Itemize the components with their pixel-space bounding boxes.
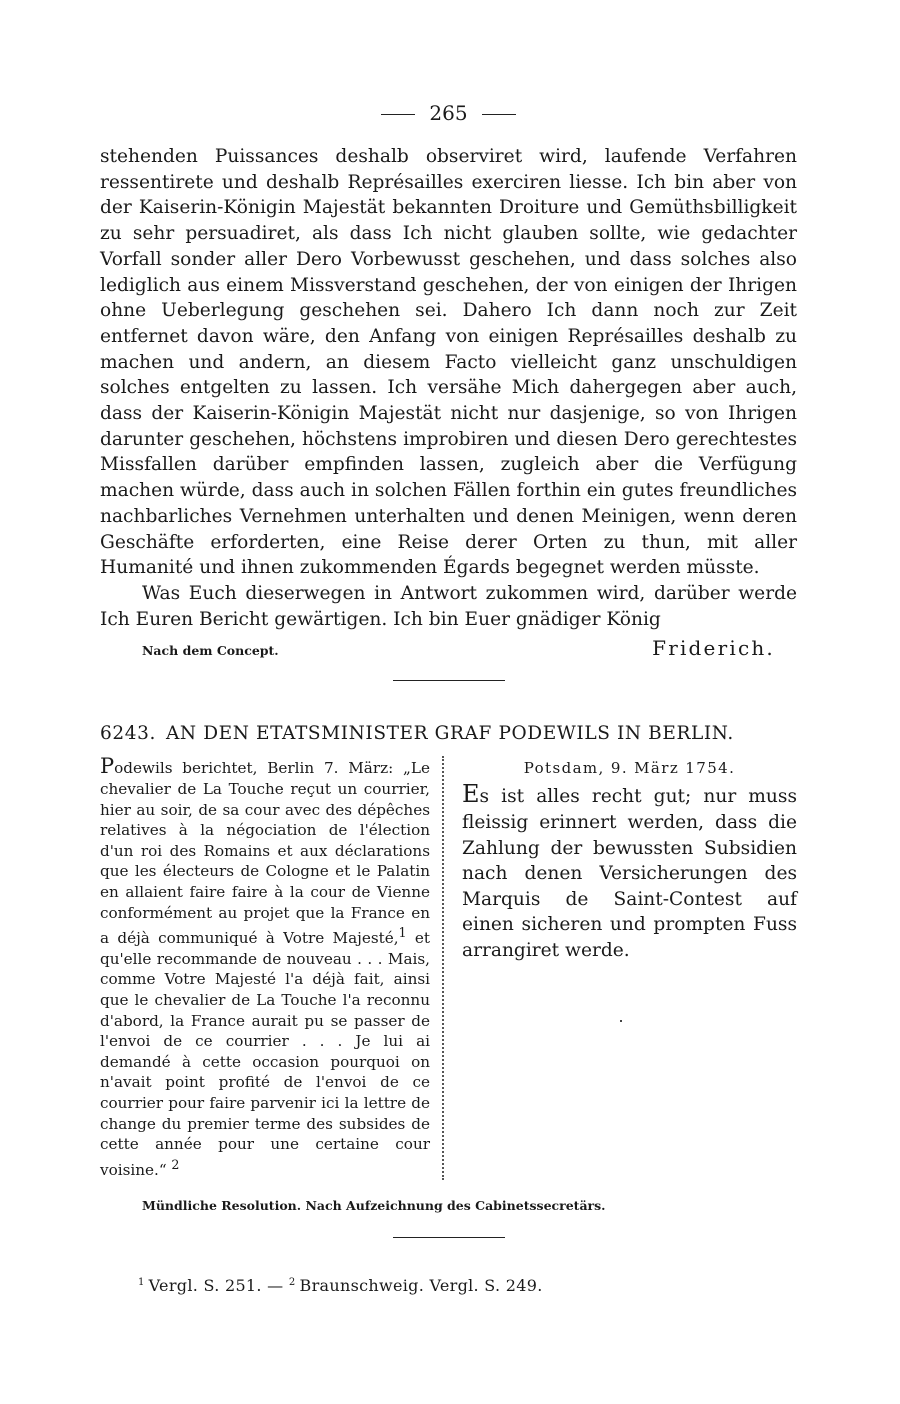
footnote-2-text: Braunschweig. Vergl. S. 249.: [299, 1276, 543, 1296]
resolution-column: [458, 756, 797, 963]
report-intro: odewils berichtet, Berlin 7. März:: [114, 759, 394, 778]
resolution-note: Mündliche Resolution. Nach Aufzeichnung des Cabinetssecretärs.: [142, 1198, 606, 1214]
footnotes: [138, 1276, 797, 1295]
page-number-dash-right: [482, 114, 516, 115]
footnote-2-marker: 2: [288, 1277, 296, 1289]
report-quote: „Le chevalier de La Touche reçut un courrier, hier au soir, de sa cour avec des dépêches relatives à la négociation de l'élection d'un roi des Romains et aux déclarations que les électeurs de Cologne et le Palatin en allaient faire faire à la cour de Vienne conformément au projet que la France en a déjà communiqué à Votre Majesté,: [100, 759, 430, 948]
page-number: 265: [429, 101, 468, 125]
source-note: Nach dem Concept.: [142, 643, 279, 659]
letter-heading: [100, 723, 797, 744]
report-column: [100, 756, 444, 1180]
footnote-1-marker: 1: [138, 1277, 145, 1289]
footnote-ref-1: 1: [398, 925, 407, 941]
footnote-divider: [393, 1237, 505, 1238]
letter-columns: [100, 756, 797, 1180]
letter-title: AN DEN ETATSMINISTER GRAF PODEWILS IN BERLIN.: [165, 723, 734, 745]
main-paragraph-1: stehenden Puissances deshalb observiret wird, laufende Verfahren ressentirete und deshalb Représailles exerciren liesse. Ich bin aber von der Kaiserin-Königin Majestät bekannten Droiture und Gemüthsbilligkeit zu sehr persuadiret, als dass Ich nicht glauben sollte, wie gedachter Vorfall sonder aller Dero Vorbewusst geschehen, und dass solches also lediglich aus einem Missverstand geschehen, der von einigen der Ihrigen ohne Ueberlegung geschehen sei. Dahero Ich dann noch zur Zeit entfernet davon wäre, den Anfang von einigen Représailles deshalb zu machen und andern, an diesem Facto vielleicht ganz unschuldigen solches entgelten zu lassen. Ich versähe Mich dahergegen aber auch, dass der Kaiserin-Königin Majestät nicht nur dasjenige, so von Ihrigen darunter geschehen, höchstens improbiren und diesen Dero gerechtestes Missfallen darüber empfinden lassen, zugleich aber die Verfügung machen würde, dass auch in solchen Fällen forthin ein gutes freundliches nachbarliches Vernehmen unterhalten und denen Meinigen, wenn deren Geschäfte erforderten, eine Reise derer Orten zu thun, mit aller Humanité und ihnen zukommenden Égards begegnet werden müsste.: [100, 146, 797, 579]
report-quote-cont: et qu'elle recommande de nouveau . . . Mais, comme Votre Majesté l'a déjà fait, ainsi que le chevalier de La Touche l'a reconnu d'abord, la France aurait pu se passer de l'envoi de ce courrier . . . Je lui ai demandé à cette occasion pourquoi on n'avait point profité de l'envoi de ce courrier pour faire parvenir ici la lettre de change du premier terme des subsides de cette année pour une certaine cour voisine.“: [100, 929, 431, 1179]
letter-number: 6243.: [100, 723, 156, 745]
page-number-dash-left: [381, 114, 415, 115]
resolution-text: [462, 782, 797, 963]
footnote-1-text: Vergl. S. 251. —: [148, 1276, 284, 1296]
page-number-header: [100, 98, 797, 128]
section-divider: [393, 680, 505, 681]
main-paragraph-2: Was Euch dieserwegen in Antwort zukommen wird, darüber werde Ich Euren Bericht gewärtigen. Ich bin Euer gnädiger König: [100, 582, 797, 630]
report-initial: P: [100, 754, 115, 779]
dateline: Potsdam, 9. März 1754.: [523, 759, 736, 778]
signature: Friderich.: [652, 636, 775, 661]
footnote-ref-2: 2: [171, 1156, 180, 1172]
report-text: [100, 756, 430, 1180]
stray-mark: [620, 1020, 622, 1022]
closing-row: [100, 636, 797, 660]
page: [100, 98, 797, 1295]
resolution-body: s ist alles recht gut; nur muss fleissig erinnert werden, dass die Zahlung der bewussten Subsidien nach denen Versicherungen des Marquis de Saint-Contest auf einen sicheren und prompten Fuss arrangiret werde.: [462, 786, 797, 961]
resolution-initial: E: [462, 780, 480, 809]
